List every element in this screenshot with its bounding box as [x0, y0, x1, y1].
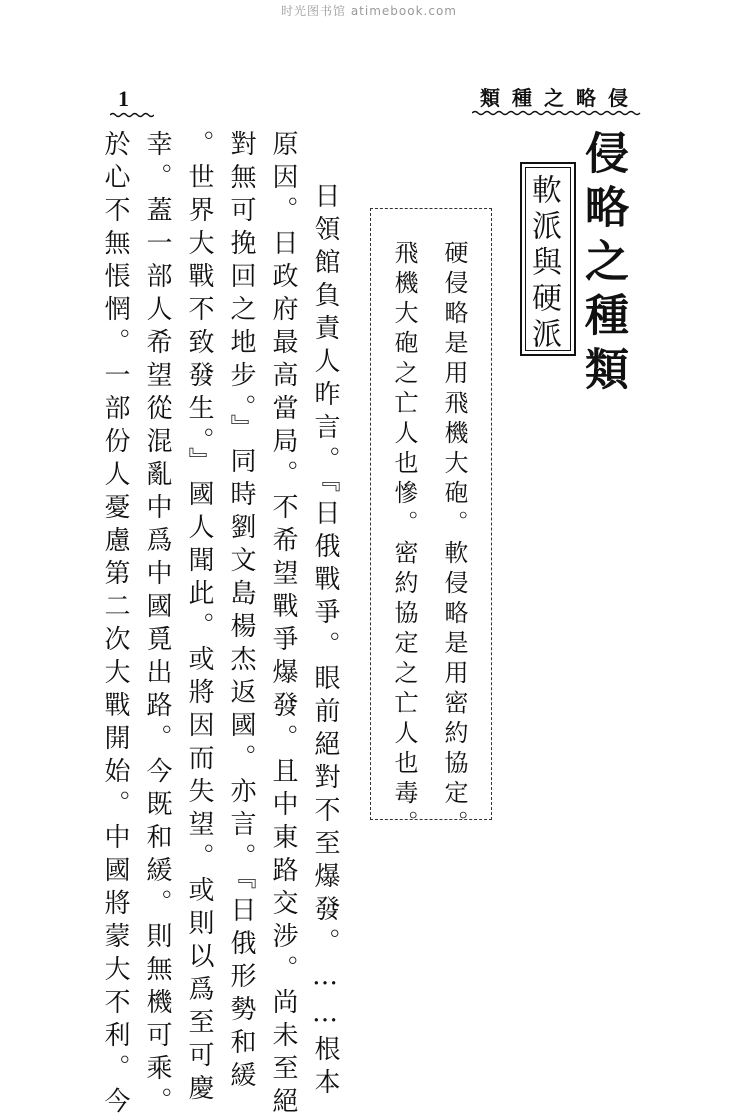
page-number: 1 [118, 86, 129, 111]
body-line-3: 對無可挽回之地步。』同時劉文島楊杰返國。亦言。『日俄形勢和緩 [226, 130, 256, 1094]
running-head-underline [472, 110, 642, 116]
page-number-underline [110, 112, 154, 118]
quote-line-2: 飛機大砲之亡人也慘。密約協定之亡人也毒。 [390, 240, 418, 840]
running-head: 類種之略侵 [480, 86, 640, 110]
body-line-4: 。世界大戰不致發生。』國人聞此。或將因而失望。或則以爲至可慶 [184, 130, 214, 1107]
watermark: 时光图书馆 atimebook.com [281, 4, 457, 18]
body-line-1: 日領館負責人昨言。『日俄戰爭。眼前絕對不至爆發。……根本 [310, 182, 340, 1101]
body-line-5: 幸。蓋一部人希望從混亂中爲中國覓出路。今既和緩。則無機可乘。 [142, 130, 172, 1120]
quote-box [370, 208, 492, 820]
body-line-6: 於心不無悵惘。一部份人憂慮第二次大戰開始。中國將蒙大不利。今 [100, 130, 130, 1120]
chapter-title: 侵略之種類 [577, 130, 628, 400]
quote-line-1: 硬侵略是用飛機大砲。軟侵略是用密約協定。 [440, 240, 468, 840]
body-line-2: 原因。日政府最高當局。不希望戰爭爆發。且中東路交涉。尚未至絕 [268, 130, 298, 1120]
section-title: 軟派與硬派 [526, 174, 561, 354]
